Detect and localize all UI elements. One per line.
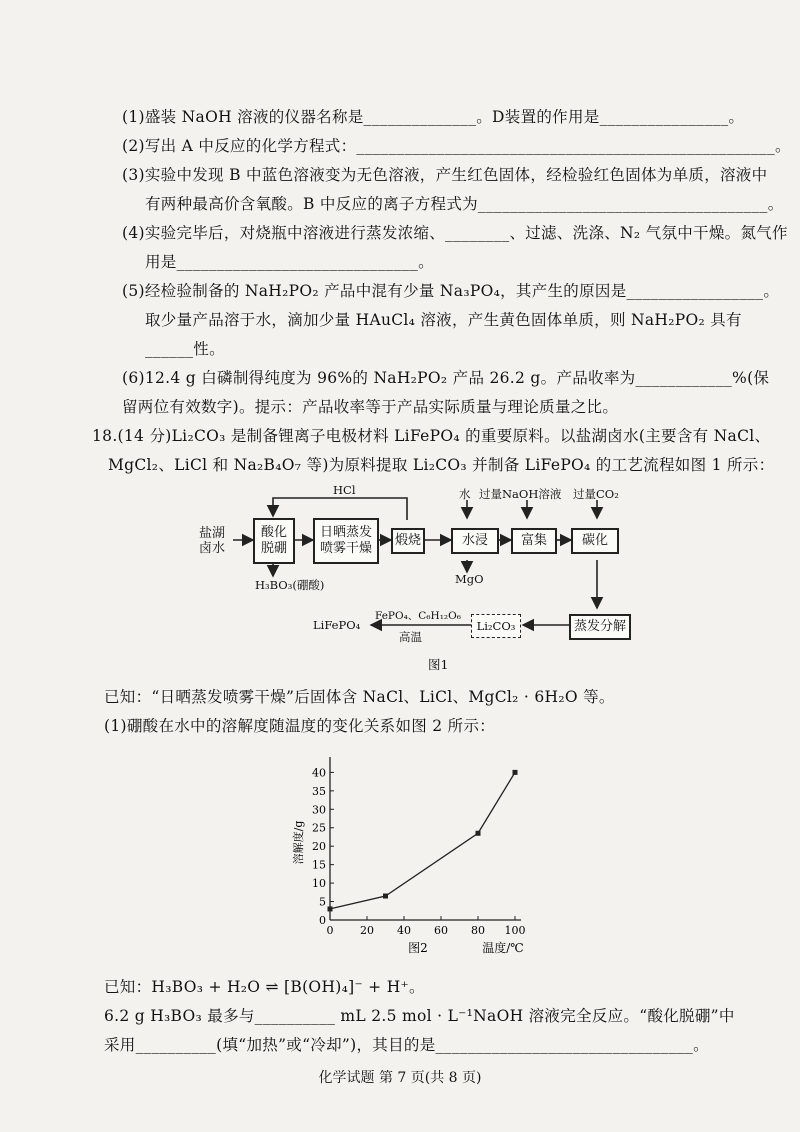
- box-evap-decomp: 蒸发分解: [569, 614, 631, 640]
- y-tick-label: 10: [312, 877, 326, 891]
- y-axis-label: 溶解度/g: [292, 820, 305, 865]
- x-tick-label: 20: [360, 924, 374, 937]
- q1-text: (1)盛装 NaOH 溶液的仪器名称是______________。D装置的作用是________________。: [122, 108, 745, 126]
- equilibrium-text: 已知：H₃BO₃ + H₂O ⇌ [B(OH)₄]⁻ + H⁺。: [104, 978, 425, 996]
- hightemp-label: 高温: [399, 630, 422, 644]
- data-point: [328, 906, 333, 911]
- solubility-line: [330, 772, 515, 909]
- q3-text-cont: 有两种最高价含氧酸。B 中反应的离子方程式为____________________________________。: [145, 195, 784, 213]
- x-tick-label: 0: [326, 924, 334, 937]
- y-tick-label: 25: [312, 821, 326, 835]
- q3-text: (3)实验中发现 B 中蓝色溶液变为无色溶液，产生红色固体，经检验红色固体为单质，溶液中: [122, 166, 768, 184]
- water-label: 水: [459, 487, 471, 501]
- box-enrich: 富集: [511, 528, 557, 554]
- solubility-chart: [290, 752, 540, 962]
- co2-label: 过量CO₂: [573, 487, 619, 501]
- y-tick-label: 0: [319, 914, 326, 927]
- q5-text: (5)经检验制备的 NaH₂PO₂ 产品中混有少量 Na₃PO₄，其产生的原因是_________________。: [122, 282, 780, 300]
- q5-text-cont2: ______性。: [145, 340, 225, 358]
- q18-1-text: (1)硼酸在水中的溶解度随温度的变化关系如图 2 所示：: [104, 717, 496, 735]
- y-tick-label: 40: [312, 766, 326, 780]
- box-sun-dry: 日晒蒸发 喷雾干燥: [313, 518, 379, 564]
- x-tick-label: 60: [434, 924, 448, 937]
- x-axis-label: 温度/℃: [482, 941, 524, 955]
- q5-text-cont: 取少量产品溶于水，滴加少量 HAuCl₄ 溶液，产生黄色固体单质，则 NaH₂PO₂ 具有: [145, 311, 742, 329]
- source-label: 盐湖 卤水: [199, 526, 226, 556]
- q18-1-question-cont: 采用__________(填“加热”或“冷却”)，其目的是________________________________。: [104, 1036, 709, 1054]
- y-tick-label: 30: [312, 803, 326, 817]
- q18-1-question: 6.2 g H₃BO₃ 最多与__________ mL 2.5 mol · L⁻¹NaOH 溶液完全反应。“酸化脱硼”中: [104, 1007, 735, 1025]
- q2-text: (2)写出 A 中反应的化学方程式：____________________________________________________。: [122, 137, 791, 155]
- flowchart-figure1: [195, 480, 635, 650]
- y-tick-label: 5: [319, 895, 326, 909]
- box-calcine: 煅烧: [391, 528, 425, 554]
- product-label: LiFePO₄: [313, 618, 361, 632]
- reagents-label: FePO₄、C₆H₁₂O₆: [375, 610, 461, 622]
- data-point: [383, 894, 388, 899]
- known-solids-text: 已知：“日晒蒸发喷雾干燥”后固体含 NaCl、LiCl、MgCl₂ · 6H₂O 等。: [104, 688, 615, 706]
- y-tick-label: 35: [312, 784, 326, 798]
- page-footer: 化学试题 第 7 页(共 8 页): [318, 1070, 482, 1086]
- y-tick-label: 20: [312, 840, 326, 854]
- q18-text-cont: MgCl₂、LiCl 和 Na₂B₄O₇ 等)为原料提取 Li₂CO₃ 并制备 LiFePO₄ 的工艺流程如图 1 所示：: [108, 456, 775, 474]
- q6-text-cont: 留两位有效数字)。提示：产品收率等于产品实际质量与理论质量之比。: [122, 398, 619, 416]
- box-carbonize: 碳化: [571, 528, 619, 554]
- box-water-leach: 水浸: [451, 528, 499, 554]
- naoh-label: 过量NaOH溶液: [479, 487, 562, 501]
- q4-text: (4)实验完毕后，对烧瓶中溶液进行蒸发浓缩、________、过滤、洗涤、N₂ 气氛中干燥。氮气作: [122, 224, 788, 242]
- mgo-label: MgO: [455, 572, 484, 586]
- q4-text-cont: 用是______________________________。: [145, 253, 434, 271]
- data-point: [513, 770, 518, 775]
- x-tick-label: 40: [397, 924, 411, 937]
- hcl-label: HCl: [333, 483, 356, 497]
- box-acid-deboron: 酸化 脱硼: [253, 518, 295, 564]
- box-li2co3: Li₂CO₃: [471, 614, 521, 638]
- x-tick-label: 100: [504, 924, 526, 937]
- q6-text: (6)12.4 g 白磷制得纯度为 96%的 NaH₂PO₂ 产品 26.2 g。产品收率为____________%(保: [122, 369, 770, 387]
- figure1-caption: 图1: [428, 657, 449, 672]
- q18-text: 18.(14 分)Li₂CO₃ 是制备锂离子电极材料 LiFePO₄ 的重要原料。以盐湖卤水(主要含有 NaCl、: [92, 427, 771, 445]
- figure2-caption: 图2: [408, 941, 428, 955]
- y-tick-label: 15: [312, 858, 326, 872]
- x-tick-label: 80: [471, 924, 485, 937]
- data-point: [476, 831, 481, 836]
- h3bo3-label: H₃BO₃(硼酸): [255, 578, 325, 592]
